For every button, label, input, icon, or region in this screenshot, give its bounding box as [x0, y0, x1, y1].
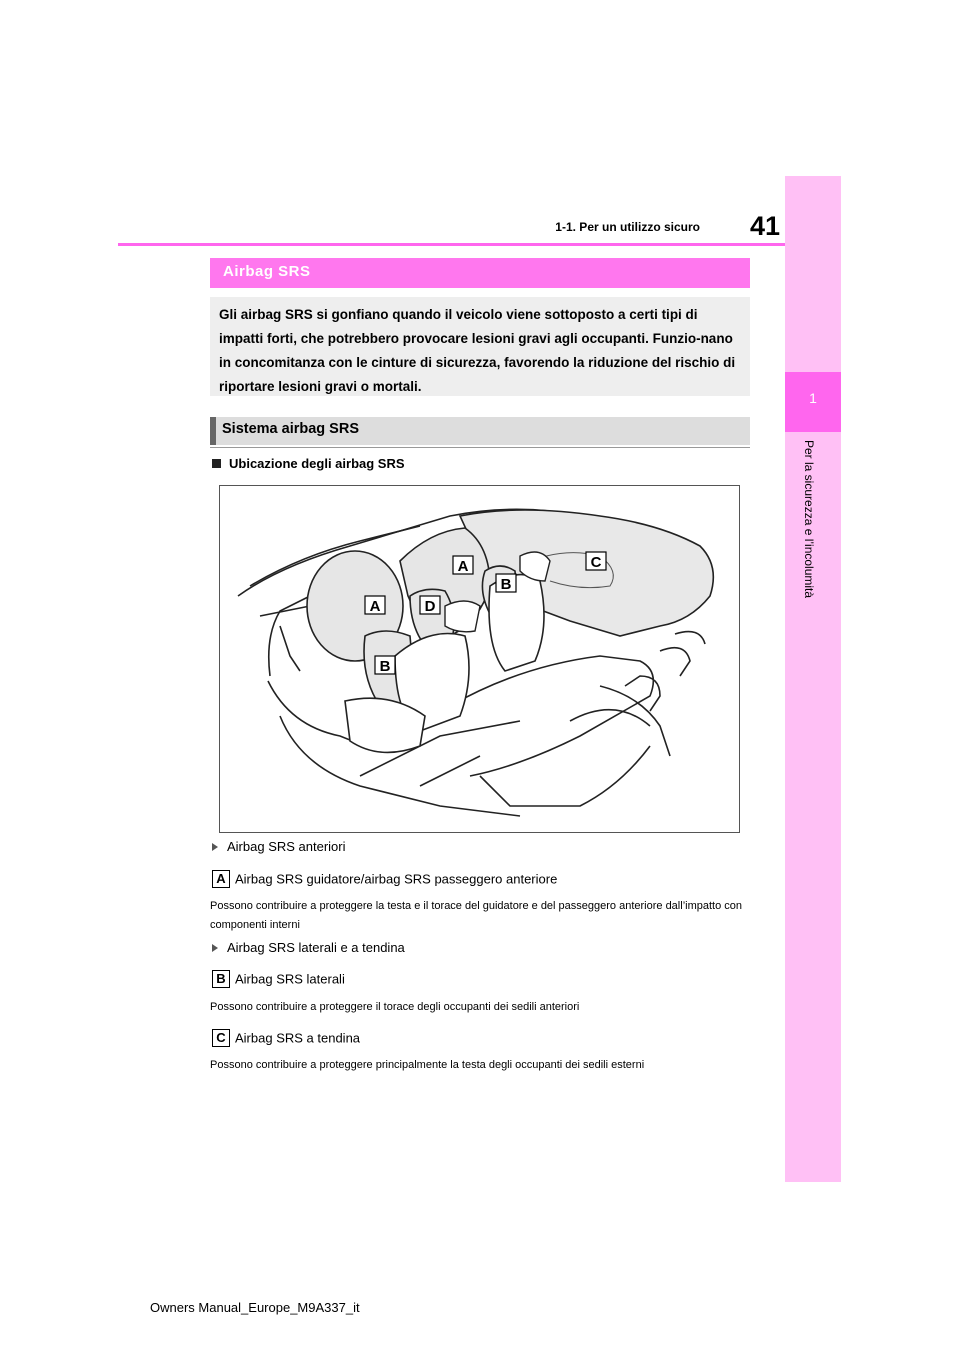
side-airbags-heading: Airbag SRS laterali e a tendina — [212, 940, 405, 955]
item-a — [212, 871, 557, 889]
figure-label-d: D — [424, 598, 436, 615]
header-rule — [118, 243, 785, 246]
item-b-description: Possono contribuire a proteggere il torace degli occupanti dei sedili anteriori — [210, 1001, 580, 1013]
location-heading-text: Ubicazione degli airbag SRS — [229, 456, 405, 471]
airbag-location-figure — [219, 485, 740, 833]
item-b-text: Airbag SRS laterali — [235, 971, 345, 987]
figure-label-c: C — [590, 554, 602, 571]
page-number: 41 — [749, 211, 780, 241]
subsection-rule — [210, 447, 750, 448]
intro-text: Gli airbag SRS si gonfiano quando il veicolo viene sottoposto a certi tipi di impatti forti, che potrebbero provocare lesioni gravi agli occupanti. Funzio-nano in concomitanza con le cinture di sicurezza, favorendo la riduzione del rischio di riportare lesioni gravi o mortali. — [219, 307, 736, 394]
figure-label-a-passenger: A — [457, 558, 469, 575]
figure-label-a-driver: A — [369, 598, 381, 615]
side-tab-number: 1 — [809, 390, 817, 406]
square-bullet-icon — [212, 459, 221, 468]
section-title: Airbag SRS — [223, 263, 311, 280]
arrow-bullet-icon — [212, 843, 218, 851]
chapter-title: 1-1. Per un utilizzo sicuro — [555, 220, 700, 234]
side-tab-band — [785, 176, 841, 1182]
item-a-text: Airbag SRS guidatore/airbag SRS passeggero anteriore — [235, 871, 558, 887]
item-b — [212, 971, 345, 989]
figure-label-b-passenger: B — [500, 576, 512, 593]
front-airbags-heading: Airbag SRS anteriori — [212, 839, 346, 854]
car-interior-illustration — [220, 486, 739, 832]
item-c-text: Airbag SRS a tendina — [235, 1030, 361, 1046]
arrow-bullet-icon — [212, 944, 218, 952]
label-c-box: C — [212, 1029, 230, 1047]
item-c — [212, 1030, 360, 1048]
footer-text: Owners Manual_Europe_M9A337_it — [150, 1300, 360, 1315]
label-a-box: A — [212, 870, 230, 888]
item-a-description: Possono contribuire a proteggere la testa e il torace del guidatore e del passeggero anteriore dall’impatto con componenti interni — [210, 900, 742, 931]
figure-label-b-driver: B — [379, 658, 391, 675]
location-heading — [212, 456, 405, 471]
item-c-description: Possono contribuire a proteggere principalmente la testa degli occupanti dei sedili esterni — [210, 1059, 645, 1071]
side-tab-label: Per la sicurezza e l’incolumità — [802, 440, 816, 599]
subsection-title: Sistema airbag SRS — [222, 421, 359, 437]
label-b-box: B — [212, 970, 230, 988]
